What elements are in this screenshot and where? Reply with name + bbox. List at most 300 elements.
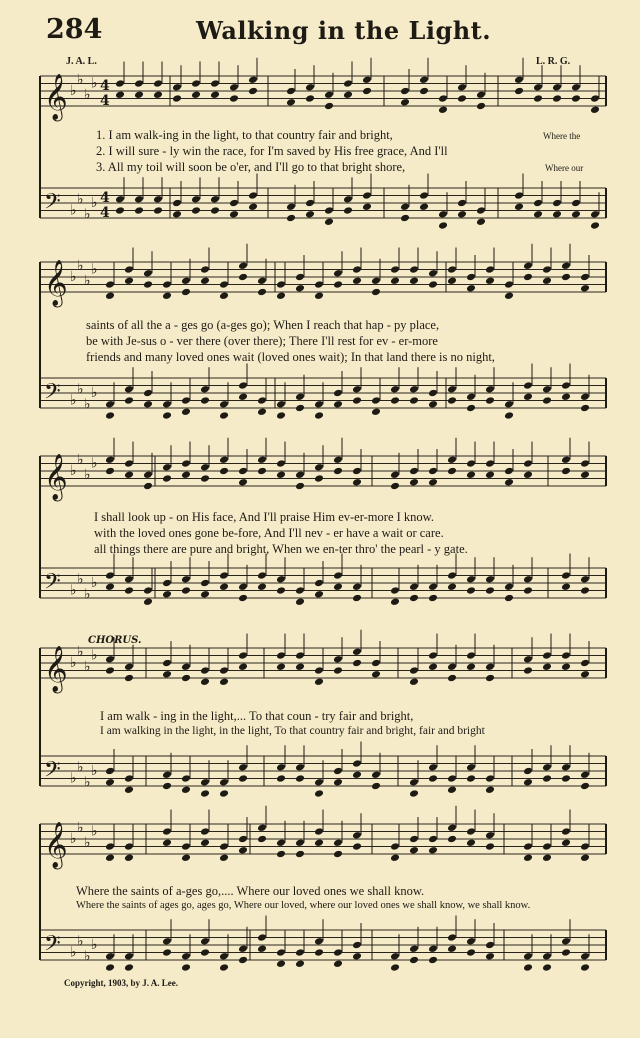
note-head bbox=[352, 582, 362, 591]
note-head bbox=[314, 937, 324, 946]
note-head bbox=[200, 789, 210, 798]
note-head bbox=[504, 280, 514, 289]
note-head bbox=[400, 202, 410, 211]
note-head bbox=[238, 381, 248, 390]
note-head bbox=[295, 470, 305, 479]
music-by: L. R. G. bbox=[536, 56, 571, 67]
note-head bbox=[134, 195, 144, 204]
flat-sign: ♭ bbox=[91, 823, 98, 840]
note-head bbox=[124, 470, 134, 479]
note-head bbox=[447, 582, 457, 591]
note-head bbox=[580, 392, 590, 401]
note-head bbox=[580, 404, 590, 413]
note-head bbox=[238, 261, 248, 270]
note-head bbox=[172, 94, 182, 103]
note-head bbox=[542, 276, 552, 285]
note-head bbox=[162, 590, 172, 599]
flat-sign: ♭ bbox=[84, 396, 91, 413]
verse-1-line-1: 1. I am walk-ing in the light, to that country fair and bright, bbox=[96, 128, 393, 142]
note-head bbox=[390, 952, 400, 961]
hymn-title: Walking in the Light. bbox=[196, 16, 492, 45]
note-head bbox=[162, 659, 172, 668]
note-head bbox=[561, 381, 571, 390]
note-head bbox=[580, 459, 590, 468]
note-head bbox=[485, 276, 495, 285]
note-head bbox=[200, 463, 210, 472]
note-head bbox=[523, 666, 533, 675]
note-head bbox=[276, 575, 286, 584]
note-head bbox=[466, 284, 476, 293]
note-head bbox=[238, 582, 248, 591]
note-head bbox=[561, 261, 571, 270]
note-head bbox=[295, 404, 305, 413]
note-head bbox=[523, 655, 533, 664]
note-head bbox=[333, 582, 343, 591]
note-head bbox=[333, 948, 343, 957]
note-head bbox=[447, 265, 457, 274]
note-head bbox=[514, 75, 524, 84]
note-head bbox=[514, 202, 524, 211]
note-head bbox=[162, 400, 172, 409]
note-head bbox=[333, 389, 343, 398]
flat-sign: ♭ bbox=[70, 83, 77, 99]
note-head bbox=[561, 763, 571, 772]
note-head bbox=[276, 662, 286, 671]
note-head bbox=[124, 385, 134, 394]
note-head bbox=[105, 571, 115, 580]
note-head bbox=[181, 459, 191, 468]
note-head bbox=[466, 651, 476, 660]
note-head bbox=[438, 210, 448, 219]
note-head bbox=[257, 467, 267, 476]
note-head bbox=[580, 770, 590, 779]
note-head bbox=[447, 455, 457, 464]
note-head bbox=[181, 674, 191, 683]
note-head bbox=[162, 579, 172, 588]
note-head bbox=[523, 381, 533, 390]
note-head bbox=[390, 853, 400, 862]
note-head bbox=[542, 651, 552, 660]
note-head bbox=[124, 265, 134, 274]
flat-sign: ♭ bbox=[70, 582, 77, 599]
note-head bbox=[172, 210, 182, 219]
note-head bbox=[352, 842, 362, 851]
time-signature-bottom: 4 bbox=[100, 205, 110, 221]
note-head bbox=[352, 770, 362, 779]
note-head bbox=[542, 774, 552, 783]
note-head bbox=[390, 396, 400, 405]
note-head bbox=[248, 202, 258, 211]
note-head bbox=[419, 202, 429, 211]
note-head bbox=[248, 191, 258, 200]
note-head bbox=[200, 827, 210, 836]
note-head bbox=[124, 785, 134, 794]
note-head bbox=[105, 767, 115, 776]
note-head bbox=[590, 94, 600, 103]
note-head bbox=[143, 470, 153, 479]
note-head bbox=[485, 785, 495, 794]
note-head bbox=[143, 586, 153, 595]
note-head bbox=[276, 459, 286, 468]
verse-2-line-1: 2. I will sure - ly win the race, for I'm saved by His free grace, And I'll bbox=[96, 144, 448, 158]
note-head bbox=[561, 937, 571, 946]
note-head bbox=[523, 470, 533, 479]
note-head bbox=[523, 261, 533, 270]
note-head bbox=[504, 594, 514, 603]
note-head bbox=[409, 778, 419, 787]
note-head bbox=[219, 778, 229, 787]
note-head bbox=[561, 662, 571, 671]
note-head bbox=[352, 276, 362, 285]
verse-1-line-2: saints of all the a - ges go (a-ges go); When I reach that hap - py place, bbox=[86, 318, 440, 332]
note-head bbox=[257, 823, 267, 832]
flat-sign: ♭ bbox=[91, 763, 98, 779]
note-head bbox=[333, 850, 343, 859]
note-head bbox=[286, 214, 296, 223]
note-head bbox=[124, 952, 134, 961]
time-signature-top: 4 bbox=[100, 190, 110, 206]
note-head bbox=[352, 478, 362, 487]
note-head bbox=[447, 785, 457, 794]
note-head bbox=[153, 90, 163, 99]
note-head bbox=[561, 948, 571, 957]
note-head bbox=[352, 396, 362, 405]
note-head bbox=[447, 396, 457, 405]
note-head bbox=[210, 90, 220, 99]
flat-sign: ♭ bbox=[91, 647, 98, 664]
note-head bbox=[200, 666, 210, 675]
note-head bbox=[552, 199, 562, 208]
bass-clef: 𝄢 bbox=[44, 757, 61, 788]
time-signature-top: 4 bbox=[100, 78, 110, 94]
note-head bbox=[504, 411, 514, 420]
note-head bbox=[485, 774, 495, 783]
note-head bbox=[542, 963, 552, 972]
note-head bbox=[428, 400, 438, 409]
note-head bbox=[229, 94, 239, 103]
note-head bbox=[257, 276, 267, 285]
note-head bbox=[229, 210, 239, 219]
note-head bbox=[428, 280, 438, 289]
note-head bbox=[305, 83, 315, 92]
note-head bbox=[447, 823, 457, 832]
note-head bbox=[286, 202, 296, 211]
note-head bbox=[552, 83, 562, 92]
note-head bbox=[219, 582, 229, 591]
note-head bbox=[457, 83, 467, 92]
note-head bbox=[238, 392, 248, 401]
note-head bbox=[466, 937, 476, 946]
flat-sign: ♭ bbox=[84, 774, 91, 791]
note-head bbox=[105, 280, 115, 289]
flat-sign: ♭ bbox=[70, 463, 77, 479]
note-head bbox=[314, 579, 324, 588]
note-head bbox=[295, 948, 305, 957]
note-head bbox=[447, 835, 457, 844]
note-head bbox=[476, 102, 486, 111]
note-head bbox=[191, 195, 201, 204]
note-head bbox=[115, 79, 125, 88]
note-head bbox=[105, 291, 115, 300]
note-head bbox=[580, 670, 590, 679]
note-head bbox=[371, 782, 381, 791]
note-head bbox=[276, 291, 286, 300]
note-head bbox=[504, 400, 514, 409]
note-head bbox=[219, 467, 229, 476]
note-head bbox=[485, 842, 495, 851]
note-head bbox=[447, 933, 457, 942]
note-head bbox=[523, 459, 533, 468]
note-head bbox=[115, 206, 125, 215]
note-head bbox=[466, 459, 476, 468]
note-head bbox=[485, 941, 495, 950]
flat-sign: ♭ bbox=[91, 195, 98, 211]
note-head bbox=[248, 87, 258, 96]
note-head bbox=[542, 265, 552, 274]
note-head bbox=[466, 774, 476, 783]
note-head bbox=[181, 586, 191, 595]
flat-sign: ♭ bbox=[77, 759, 84, 776]
note-head bbox=[115, 195, 125, 204]
note-head bbox=[162, 670, 172, 679]
note-head bbox=[314, 666, 324, 675]
note-head bbox=[476, 206, 486, 215]
note-head bbox=[466, 273, 476, 282]
note-head bbox=[343, 206, 353, 215]
note-head bbox=[219, 455, 229, 464]
note-head bbox=[219, 789, 229, 798]
note-head bbox=[580, 470, 590, 479]
note-head bbox=[257, 407, 267, 416]
note-head bbox=[238, 478, 248, 487]
note-head bbox=[124, 853, 134, 862]
note-head bbox=[238, 835, 248, 844]
note-head bbox=[409, 944, 419, 953]
note-head bbox=[238, 846, 248, 855]
note-head bbox=[466, 838, 476, 847]
note-head bbox=[124, 774, 134, 783]
note-head bbox=[514, 191, 524, 200]
note-head bbox=[295, 482, 305, 491]
note-head bbox=[200, 385, 210, 394]
note-head bbox=[314, 789, 324, 798]
note-head bbox=[523, 273, 533, 282]
flat-sign: ♭ bbox=[70, 655, 77, 671]
note-head bbox=[390, 276, 400, 285]
note-head bbox=[352, 759, 362, 768]
note-head bbox=[172, 199, 182, 208]
note-head bbox=[314, 778, 324, 787]
note-head bbox=[238, 467, 248, 476]
bass-clef: 𝄢 bbox=[44, 379, 61, 410]
note-head bbox=[542, 842, 552, 851]
note-head bbox=[466, 404, 476, 413]
note-head bbox=[124, 586, 134, 595]
note-head bbox=[352, 647, 362, 656]
note-head bbox=[533, 83, 543, 92]
flat-sign: ♭ bbox=[84, 466, 91, 483]
note-head bbox=[105, 952, 115, 961]
note-head bbox=[105, 853, 115, 862]
note-head bbox=[362, 87, 372, 96]
note-head bbox=[314, 411, 324, 420]
note-head bbox=[153, 195, 163, 204]
note-head bbox=[428, 774, 438, 783]
note-head bbox=[257, 835, 267, 844]
chorus-line-1-upper: I am walk - ing in the light,... To that coun - try fair and bright, bbox=[100, 709, 414, 723]
note-head bbox=[276, 470, 286, 479]
flat-sign: ♭ bbox=[84, 586, 91, 603]
note-head bbox=[447, 276, 457, 285]
verse-3-line-1-tail: Where our bbox=[545, 163, 584, 173]
note-head bbox=[352, 941, 362, 950]
note-head bbox=[428, 389, 438, 398]
note-head bbox=[580, 284, 590, 293]
note-head bbox=[115, 90, 125, 99]
note-head bbox=[552, 94, 562, 103]
note-head bbox=[333, 455, 343, 464]
flat-sign: ♭ bbox=[70, 202, 77, 219]
note-head bbox=[105, 655, 115, 664]
note-head bbox=[200, 937, 210, 946]
note-head bbox=[134, 90, 144, 99]
note-head bbox=[286, 87, 296, 96]
note-head bbox=[257, 396, 267, 405]
note-head bbox=[580, 853, 590, 862]
note-head bbox=[571, 94, 581, 103]
note-head bbox=[181, 842, 191, 851]
flat-sign: ♭ bbox=[77, 381, 84, 398]
note-head bbox=[343, 90, 353, 99]
note-head bbox=[181, 662, 191, 671]
note-head bbox=[295, 392, 305, 401]
note-head bbox=[238, 594, 248, 603]
note-head bbox=[352, 467, 362, 476]
note-head bbox=[305, 210, 315, 219]
note-head bbox=[371, 396, 381, 405]
note-head bbox=[504, 582, 514, 591]
flat-sign: ♭ bbox=[91, 75, 98, 92]
note-head bbox=[447, 774, 457, 783]
note-head bbox=[362, 202, 372, 211]
note-head bbox=[219, 842, 229, 851]
note-head bbox=[571, 210, 581, 219]
flat-sign: ♭ bbox=[77, 819, 84, 836]
note-head bbox=[200, 579, 210, 588]
flat-sign: ♭ bbox=[91, 937, 98, 953]
time-signature-bottom: 4 bbox=[100, 93, 110, 109]
note-head bbox=[295, 959, 305, 968]
note-head bbox=[314, 948, 324, 957]
note-head bbox=[238, 956, 248, 965]
note-head bbox=[457, 210, 467, 219]
note-head bbox=[238, 662, 248, 671]
note-head bbox=[219, 952, 229, 961]
note-head bbox=[333, 280, 343, 289]
note-head bbox=[257, 933, 267, 942]
note-head bbox=[409, 666, 419, 675]
note-head bbox=[362, 191, 372, 200]
note-head bbox=[542, 952, 552, 961]
note-head bbox=[523, 952, 533, 961]
note-head bbox=[314, 838, 324, 847]
note-head bbox=[428, 846, 438, 855]
verse-1-line-1-tail: Where the bbox=[543, 131, 581, 141]
note-head bbox=[238, 651, 248, 660]
note-head bbox=[333, 571, 343, 580]
note-head bbox=[542, 396, 552, 405]
note-head bbox=[438, 94, 448, 103]
note-head bbox=[485, 952, 495, 961]
note-head bbox=[276, 280, 286, 289]
note-head bbox=[143, 482, 153, 491]
note-head bbox=[276, 400, 286, 409]
note-head bbox=[447, 467, 457, 476]
note-head bbox=[533, 94, 543, 103]
note-head bbox=[314, 463, 324, 472]
note-head bbox=[466, 470, 476, 479]
chorus-line-2-lower: Where the saints of ages go, ages go, Where our loved, where our loved ones we shall know, we shall know. bbox=[76, 900, 531, 911]
note-head bbox=[485, 662, 495, 671]
note-head bbox=[504, 291, 514, 300]
note-head bbox=[124, 276, 134, 285]
note-head bbox=[466, 948, 476, 957]
note-head bbox=[143, 389, 153, 398]
note-head bbox=[295, 273, 305, 282]
note-head bbox=[428, 944, 438, 953]
note-head bbox=[590, 210, 600, 219]
note-head bbox=[457, 199, 467, 208]
note-head bbox=[276, 838, 286, 847]
note-head bbox=[371, 407, 381, 416]
note-head bbox=[105, 455, 115, 464]
note-head bbox=[333, 666, 343, 675]
note-head bbox=[143, 269, 153, 278]
note-head bbox=[105, 411, 115, 420]
note-head bbox=[153, 79, 163, 88]
note-head bbox=[485, 265, 495, 274]
note-head bbox=[181, 288, 191, 297]
verse-3-line-3: all things there are pure and bright, When we en-ter thro' the pearl - y gate. bbox=[94, 542, 468, 556]
note-head bbox=[200, 474, 210, 483]
note-head bbox=[162, 827, 172, 836]
bass-clef: 𝄢 bbox=[44, 189, 61, 220]
note-head bbox=[162, 937, 172, 946]
note-head bbox=[514, 87, 524, 96]
note-head bbox=[210, 195, 220, 204]
note-head bbox=[561, 838, 571, 847]
treble-clef: 𝄞 bbox=[44, 454, 68, 500]
note-head bbox=[124, 396, 134, 405]
note-head bbox=[181, 575, 191, 584]
note-head bbox=[504, 467, 514, 476]
note-head bbox=[466, 586, 476, 595]
treble-clef: 𝄞 bbox=[44, 646, 68, 692]
flat-sign: ♭ bbox=[70, 269, 77, 285]
note-head bbox=[333, 767, 343, 776]
note-head bbox=[561, 392, 571, 401]
note-head bbox=[295, 838, 305, 847]
note-head bbox=[523, 767, 533, 776]
note-head bbox=[343, 79, 353, 88]
note-head bbox=[191, 90, 201, 99]
note-head bbox=[200, 948, 210, 957]
note-head bbox=[105, 582, 115, 591]
note-head bbox=[476, 217, 486, 226]
note-head bbox=[181, 774, 191, 783]
note-head bbox=[276, 651, 286, 660]
note-head bbox=[485, 396, 495, 405]
